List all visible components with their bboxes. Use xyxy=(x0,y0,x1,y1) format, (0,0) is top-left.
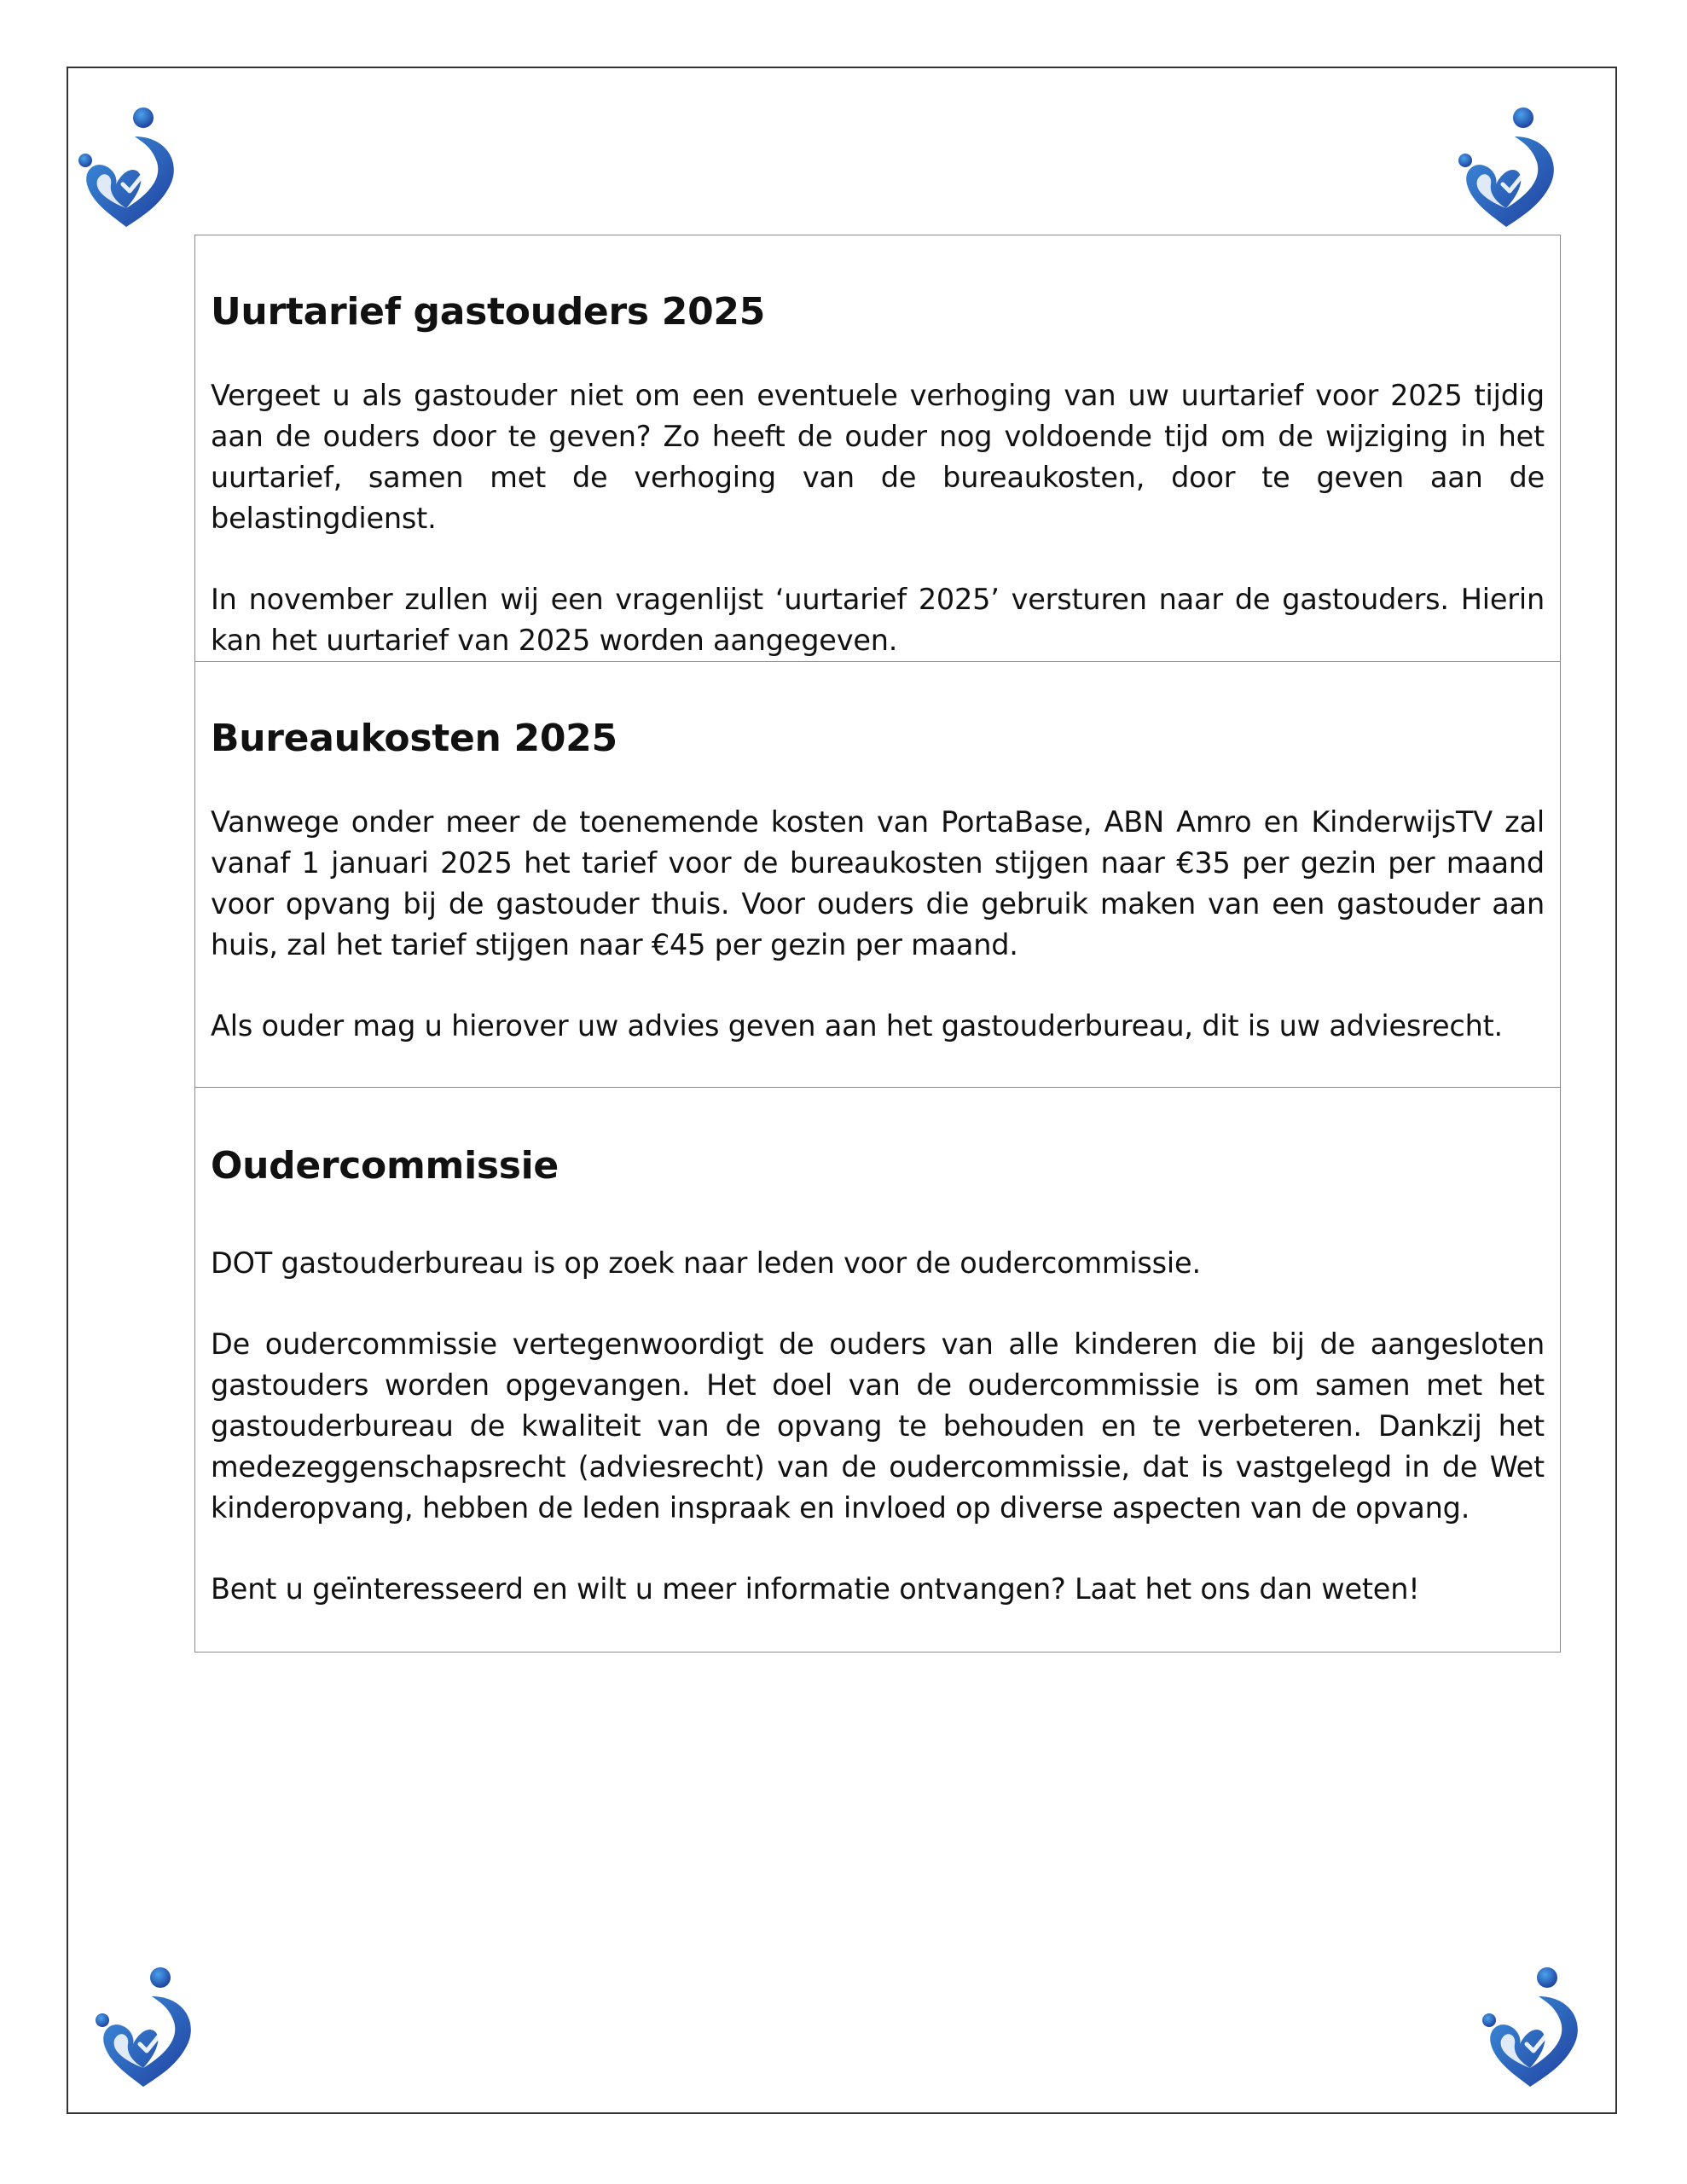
section-heading: Uurtarief gastouders 2025 xyxy=(211,290,766,334)
section-paragraph: Als ouder mag u hierover uw advies geven aan het gastouderbureau, dit is uw adviesrecht. xyxy=(211,1009,1503,1043)
family-heart-logo-icon xyxy=(90,1962,201,2090)
section-paragraph: De oudercommissie vertegenwoordigt de ouders van alle kinderen die bij de aangesloten gastouders worden opgevangen. Het doel van de oudercommissie is om samen met het gastouderbureau de kwaliteit van de opvang te behouden en te verbeteren. Dankzij het medezeggenschapsrecht (adviesrecht) van de oudercommissie, dat is vastgelegd in de Wet kinderopvang, hebben de leden inspraak en invloed op diverse aspecten van de opvang. xyxy=(211,1327,1545,1525)
family-heart-logo-icon xyxy=(1453,102,1564,230)
section-paragraph: In november zullen wij een vragenlijst ‘uurtarief 2025’ versturen naar de gastouders. Hierin kan het uurtarief van 2025 worden aangegeven. xyxy=(211,583,1545,657)
section-paragraph: Vergeet u als gastouder niet om een eventuele verhoging van uw uurtarief voor 2025 tijdig aan de ouders door te geven? Zo heeft de ouder nog voldoende tijd om de wijziging in het uurtarief, samen met de verhoging van de bureaukosten, door te geven aan de belastingdienst. xyxy=(211,379,1545,535)
section-paragraph: Vanwege onder meer de toenemende kosten van PortaBase, ABN Amro en KinderwijsTV zal vanaf 1 januari 2025 het tarief voor de bureaukosten stijgen naar €35 per gezin per maand voor opvang bij de gastouder thuis. Voor ouders die gebruik maken van een gastouder aan huis, zal het tarief stijgen naar €45 per gezin per maand. xyxy=(211,805,1545,961)
section-oudercommissie xyxy=(195,1087,1560,1652)
section-heading: Oudercommissie xyxy=(211,1144,559,1188)
section-heading: Bureaukosten 2025 xyxy=(211,717,617,760)
newsletter-content-box xyxy=(194,235,1561,1653)
family-heart-logo-icon xyxy=(73,102,184,230)
section-bureaukosten xyxy=(195,661,1560,1087)
section-paragraph: DOT gastouderbureau is op zoek naar leden voor de oudercommissie. xyxy=(211,1246,1201,1280)
section-uurtarief xyxy=(195,235,1560,661)
family-heart-logo-icon xyxy=(1477,1962,1588,2090)
section-paragraph: Bent u geïnteresseerd en wilt u meer informatie ontvangen? Laat het ons dan weten! xyxy=(211,1572,1420,1606)
